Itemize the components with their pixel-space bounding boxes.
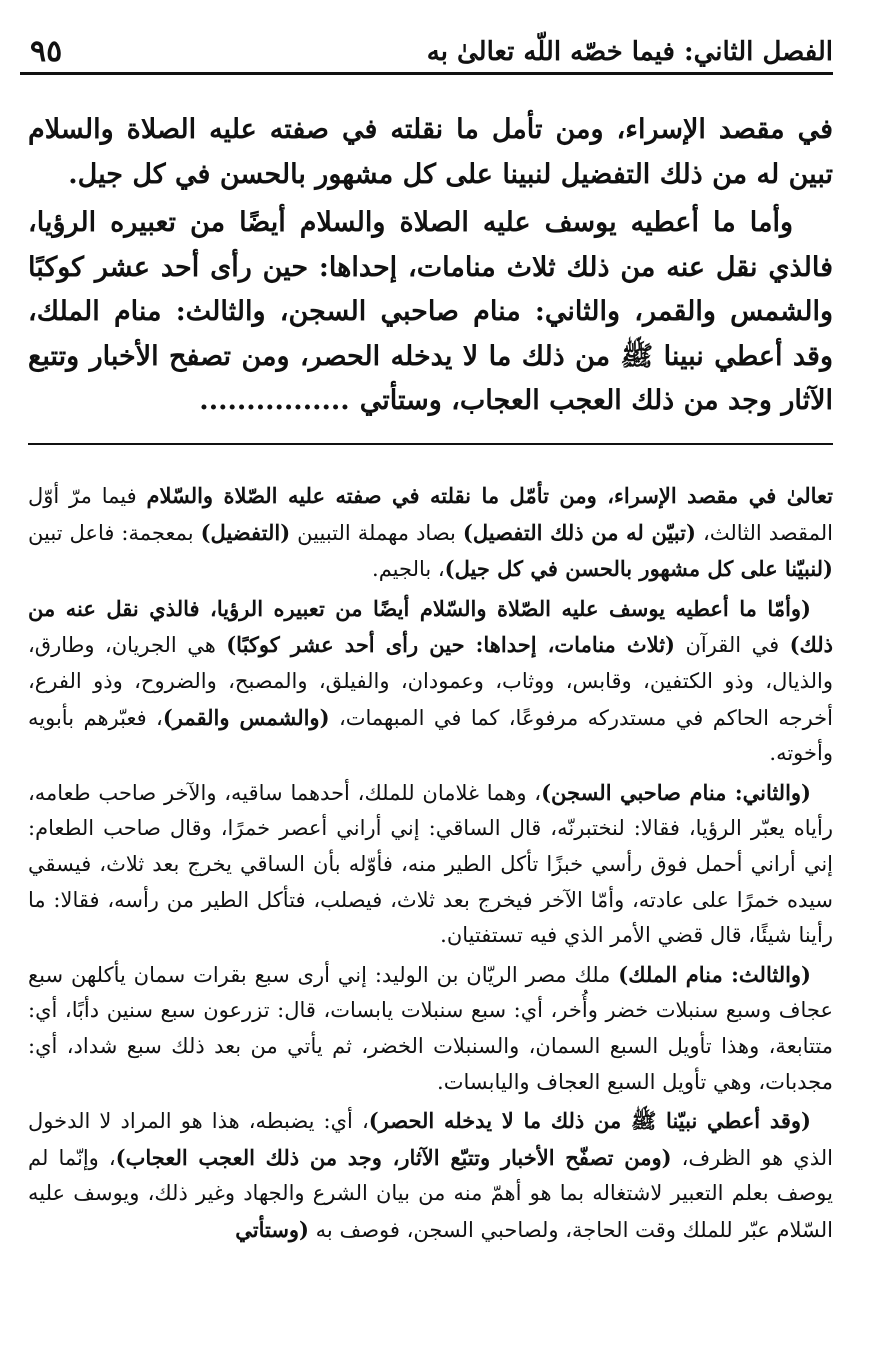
commentary-paragraph-4 bbox=[28, 957, 833, 1100]
main-paragraph-1: في مقصد الإسراء، ومن تأمل ما نقلته في صفته عليه الصلاة والسلام تبين له من ذلك التفضيل لنبينا على كل مشهور بالحسن في كل جيل. bbox=[28, 114, 833, 190]
main-paragraph-2 bbox=[28, 201, 833, 424]
commentary-paragraph-2 bbox=[28, 591, 833, 772]
quoted-text: (التفضيل) bbox=[200, 519, 291, 545]
commentary-paragraph-1 bbox=[28, 478, 833, 588]
quoted-text: (لنبيّنا على كل مشهور بالحسن في كل جيل) bbox=[444, 556, 833, 582]
quoted-text: (ثلاث منامات، إحداها: حين رأى أحد عشر كوكبًا) bbox=[226, 632, 675, 658]
commentary-text: بمعجمة: فاعل تبين bbox=[28, 520, 201, 545]
page-number: ٩٥ bbox=[30, 34, 63, 69]
commentary-paragraph-3 bbox=[28, 775, 833, 954]
quoted-text: (تبيّن له من ذلك التفصيل) bbox=[462, 519, 696, 545]
commentary-text: ، أي: يضبطه، هذا هو المراد لا الدخول الذي هو الظرف، bbox=[28, 1109, 833, 1170]
quoted-text: (والثالث: منام الملك) bbox=[618, 961, 811, 987]
commentary-text: ، وإنّما لم يوصف بعلم التعبير لاشتغاله بما هو أهمّ منه من بيان الشرع والجهاد وغير ذلك، ويوسف عليه السّلام عبّر للملك وقت الحاجة، ولصاحبي السجن، فوصف به bbox=[28, 1145, 833, 1242]
footnote-divider bbox=[28, 443, 833, 445]
commentary-text: ، فعبّرهم بأبويه وأخوته. bbox=[28, 705, 833, 766]
page-header bbox=[20, 22, 833, 75]
commentary-paragraph-5 bbox=[28, 1103, 833, 1248]
chapter-title: الفصل الثاني: فيما خصّه اللّه تعالىٰ به bbox=[426, 37, 833, 67]
continuation-dots: ................ bbox=[199, 385, 350, 416]
main-text bbox=[28, 108, 833, 424]
commentary-text: فيما مرّ أوّل المقصد الثالث، bbox=[28, 484, 833, 545]
quoted-text: (وستأتي bbox=[235, 1216, 309, 1242]
commentary-text: ملك مصر الريّان بن الوليد: إني أرى سبع بقرات سمان يأكلهن سبع عجاف وسبع سنبلات خضر وأُخر، أي: سبع سنبلات يابسات، قال: تزرعون سبع سنين دأبًا، أي: متتابعة، وهذا تأويل السبع السمان، والسنبلات الخضر، ثم يأتي من بعد ذلك سبع شداد، أي: مجدبات، وهي تأويل السبع العجاف واليابسات. bbox=[28, 962, 833, 1094]
quoted-text: (والشمس والقمر) bbox=[162, 704, 330, 730]
quoted-text: تعالىٰ في مقصد الإسراء، ومن تأمّل ما نقلته في صفته عليه الصّلاة والسّلام bbox=[146, 483, 833, 508]
quoted-text: (ومن تصفّح الأخبار وتتبّع الآثار، وجد من ذلك العجب العجاب) bbox=[115, 1144, 672, 1170]
commentary bbox=[28, 478, 833, 1251]
quoted-text: (والثاني: منام صاحبي السجن) bbox=[541, 779, 811, 805]
main-paragraph-2-text: وأما ما أعطيه يوسف عليه الصلاة والسلام أيضًا من تعبيره الرؤيا، فالذي نقل عنه من ذلك ثلاث منامات، إحداها: حين رأى أحد عشر كوكبًا والشمس والقمر، والثاني: منام صاحبي السجن، والثالث: منام الملك، وقد أعطي نبينا ﷺ من ذلك ما لا يدخله الحصر، ومن تصفح الأخبار وتتبع الآثار وجد من ذلك العجب العجاب، وستأتي bbox=[28, 207, 833, 416]
commentary-text: في القرآن bbox=[674, 633, 790, 658]
commentary-text: بصاد مهملة التبيين bbox=[290, 520, 463, 545]
commentary-text: ، وهما غلامان للملك، أحدهما ساقيه، والآخر صاحب طعامه، رأياه يعبّر الرؤيا، فقالا: لنختبرنّه، قال الساقي: إني أراني أعصر خمرًا، وقال صاحب الطعام: إني أراني أحمل فوق رأسي خبزًا تأكل الطير منه، فأوّله بأن الساقي يخرج بعد ثلاث، فيسقي سيده خمرًا على عادته، وأمّا الآخر فيخرج بعد ثلاث، فيصلب، فتأكل الطير من رأسه، فقالا: ما رأينا شيئًا، قال قضي الأمر الذي فيه تستفتيان. bbox=[28, 780, 833, 948]
quoted-text: (وقد أعطي نبيّنا ﷺ من ذلك ما لا يدخله الحصر) bbox=[368, 1108, 811, 1134]
quoted-text: (وأمّا ما أعطيه يوسف عليه الصّلاة والسّلام أيضًا من تعبيره الرؤيا، فالذي نقل عنه من ذلك) bbox=[28, 595, 833, 658]
commentary-text: ، بالجيم. bbox=[372, 557, 445, 582]
commentary-text: هي الجريان، وطارق، والذيال، وذو الكتفين، وقابس، ووثاب، وعمودان، والفيلق، والمصبح، والضروح، وذو الفرع، أخرجه الحاكم في مستدركه مرفوعًا، كما في المبهمات، bbox=[28, 633, 833, 730]
